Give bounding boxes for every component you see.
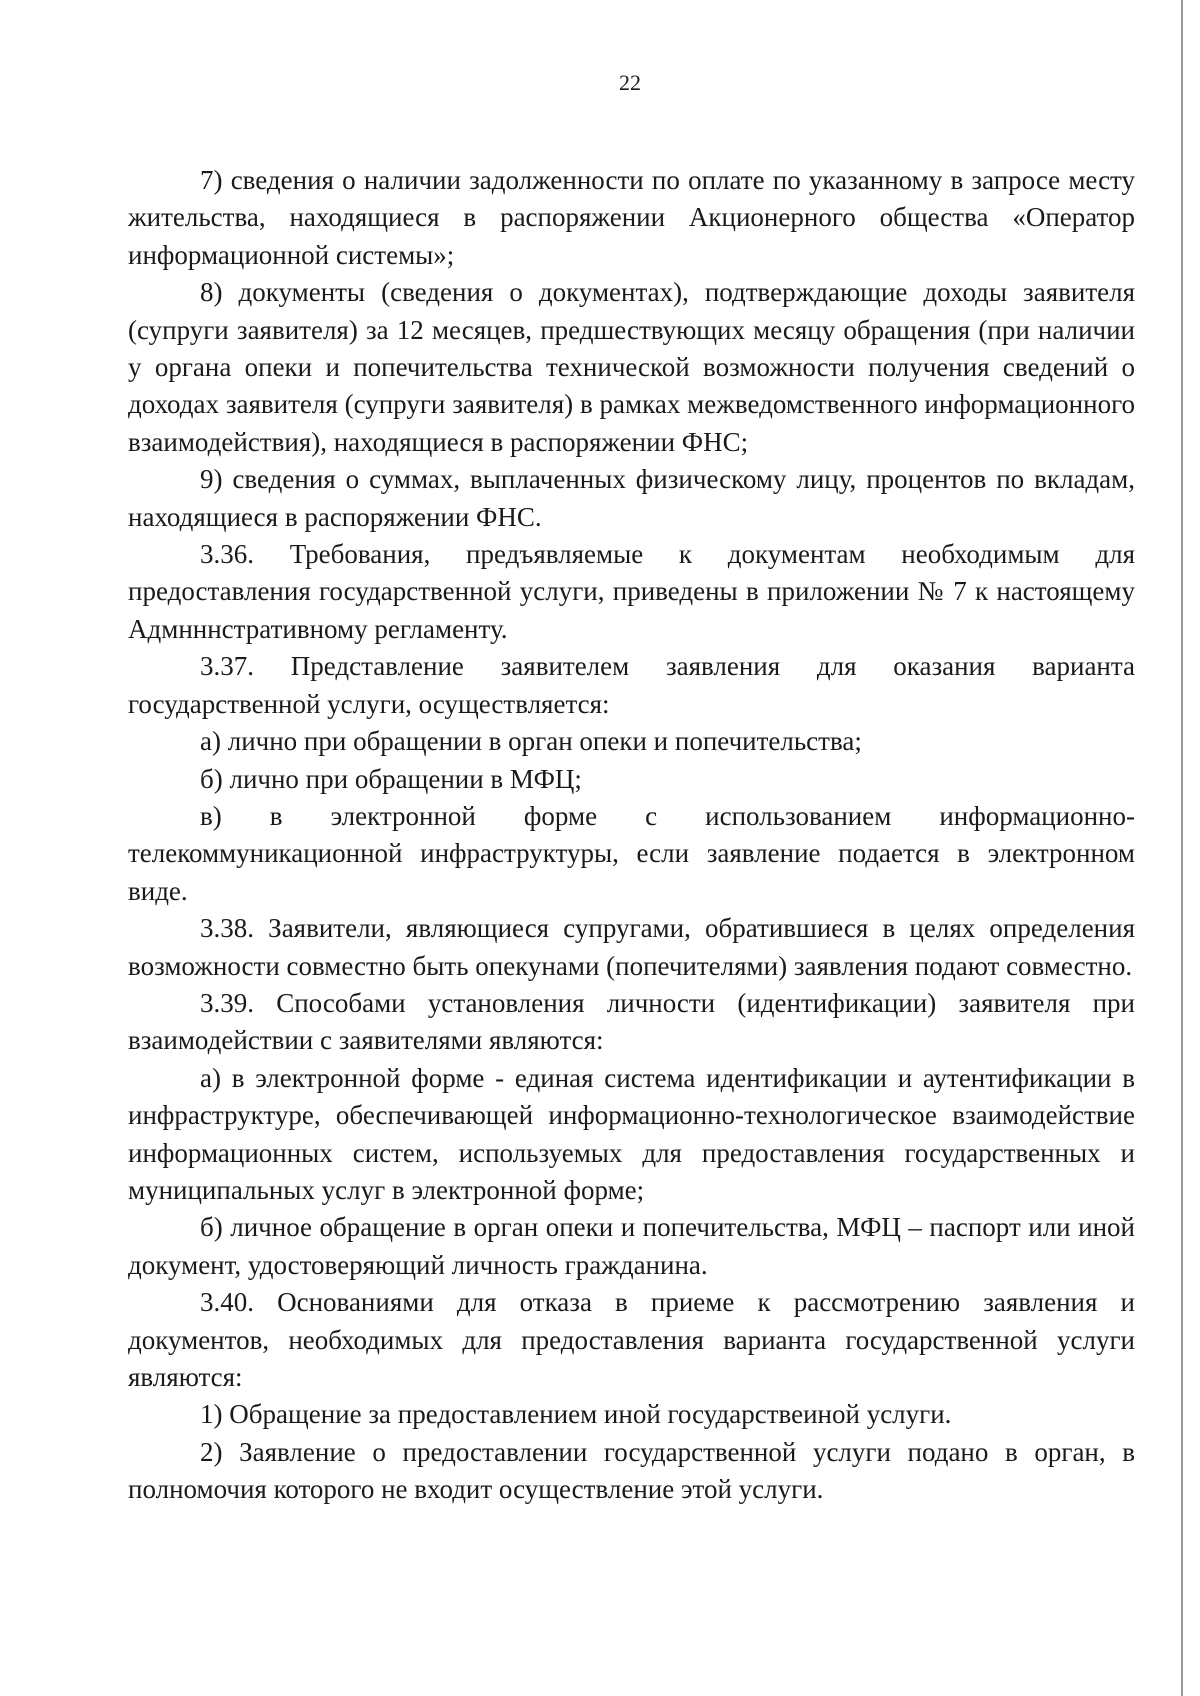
paragraph-3-37-a: а) лично при обращении в орган опеки и попечительства; (200, 726, 862, 757)
document-body (128, 162, 1135, 1509)
paragraph-item-7: 7) сведения о наличии задолженности по оплате по указанному в запросе месту жительства, находящиеся в распоряжении Акционерного общества «Оператор информационной системы»; (128, 165, 1135, 270)
paragraph-3-36: 3.36. Требования, предъявляемые к документам необходимым для предоставления государственной услуги, приведены в приложении № 7 к настоящему Адмнннстративному регламенту. (128, 539, 1135, 644)
paragraph-item-8: 8) документы (сведения о документах), подтверждающие доходы заявителя (супруги заявителя) за 12 месяцев, предшествующих месяцу обращения (при наличии у органа опеки и попечительства технической возможности получения сведений о доходах заявителя (супруги заявителя) в рамках межведомственного информационного взаимодействия), находящиеся в распоряжении ФНС; (128, 277, 1135, 457)
paragraph-3-38: 3.38. Заявители, являющиеся супругами, обратившиеся в целях определения возможности совместно быть опекунами (попечителями) заявления подают совместно. (128, 913, 1135, 981)
paragraph-3-40: 3.40. Основаниями для отказа в приеме к рассмотрению заявления и документов, необходимых для предоставления варианта государственной услуги являются: (128, 1287, 1135, 1392)
page-number: 22 (619, 70, 641, 95)
scan-edge-line (1181, 0, 1183, 1696)
paragraph-3-37: 3.37. Представление заявителем заявления для оказания варианта государственной услуги, осуществляется: (128, 651, 1135, 719)
paragraph-3-40-1: 1) Обращение за предоставлением иной государствеиной услуги. (200, 1399, 952, 1430)
paragraph-3-40-2: 2) Заявление о предоставлении государственной услуги подано в орган, в полномочия которого не входит осуществление этой услуги. (128, 1436, 1135, 1505)
paragraph-3-39-a: а) в электронной форме - единая система идентификации и аутентификации в инфраструктуре, обеспечивающей информационно-технологическое взаимодействие информационных систем, используемых для предоставления государственных и муниципальных услуг в электронной форме; (128, 1062, 1135, 1205)
paragraph-3-37-v: в) в электронной форме с использованием информационно-телекоммуникационной инфраструктуры, если заявление подается в электронном виде. (128, 800, 1135, 906)
paragraph-3-39: 3.39. Способами установления личности (идентификации) заявителя при взаимодействии с заявителями являются: (128, 987, 1135, 1056)
paragraph-3-37-b: б) лично при обращении в МФЦ; (200, 763, 582, 794)
paragraph-item-9: 9) сведения о суммах, выплаченных физическому лицу, процентов по вкладам, находящиеся в распоряжении ФНС. (128, 464, 1135, 532)
paragraph-3-39-b: б) личное обращение в орган опеки и попечительства, МФЦ – паспорт или иной документ, удостоверяющий личность гражданина. (128, 1212, 1135, 1280)
